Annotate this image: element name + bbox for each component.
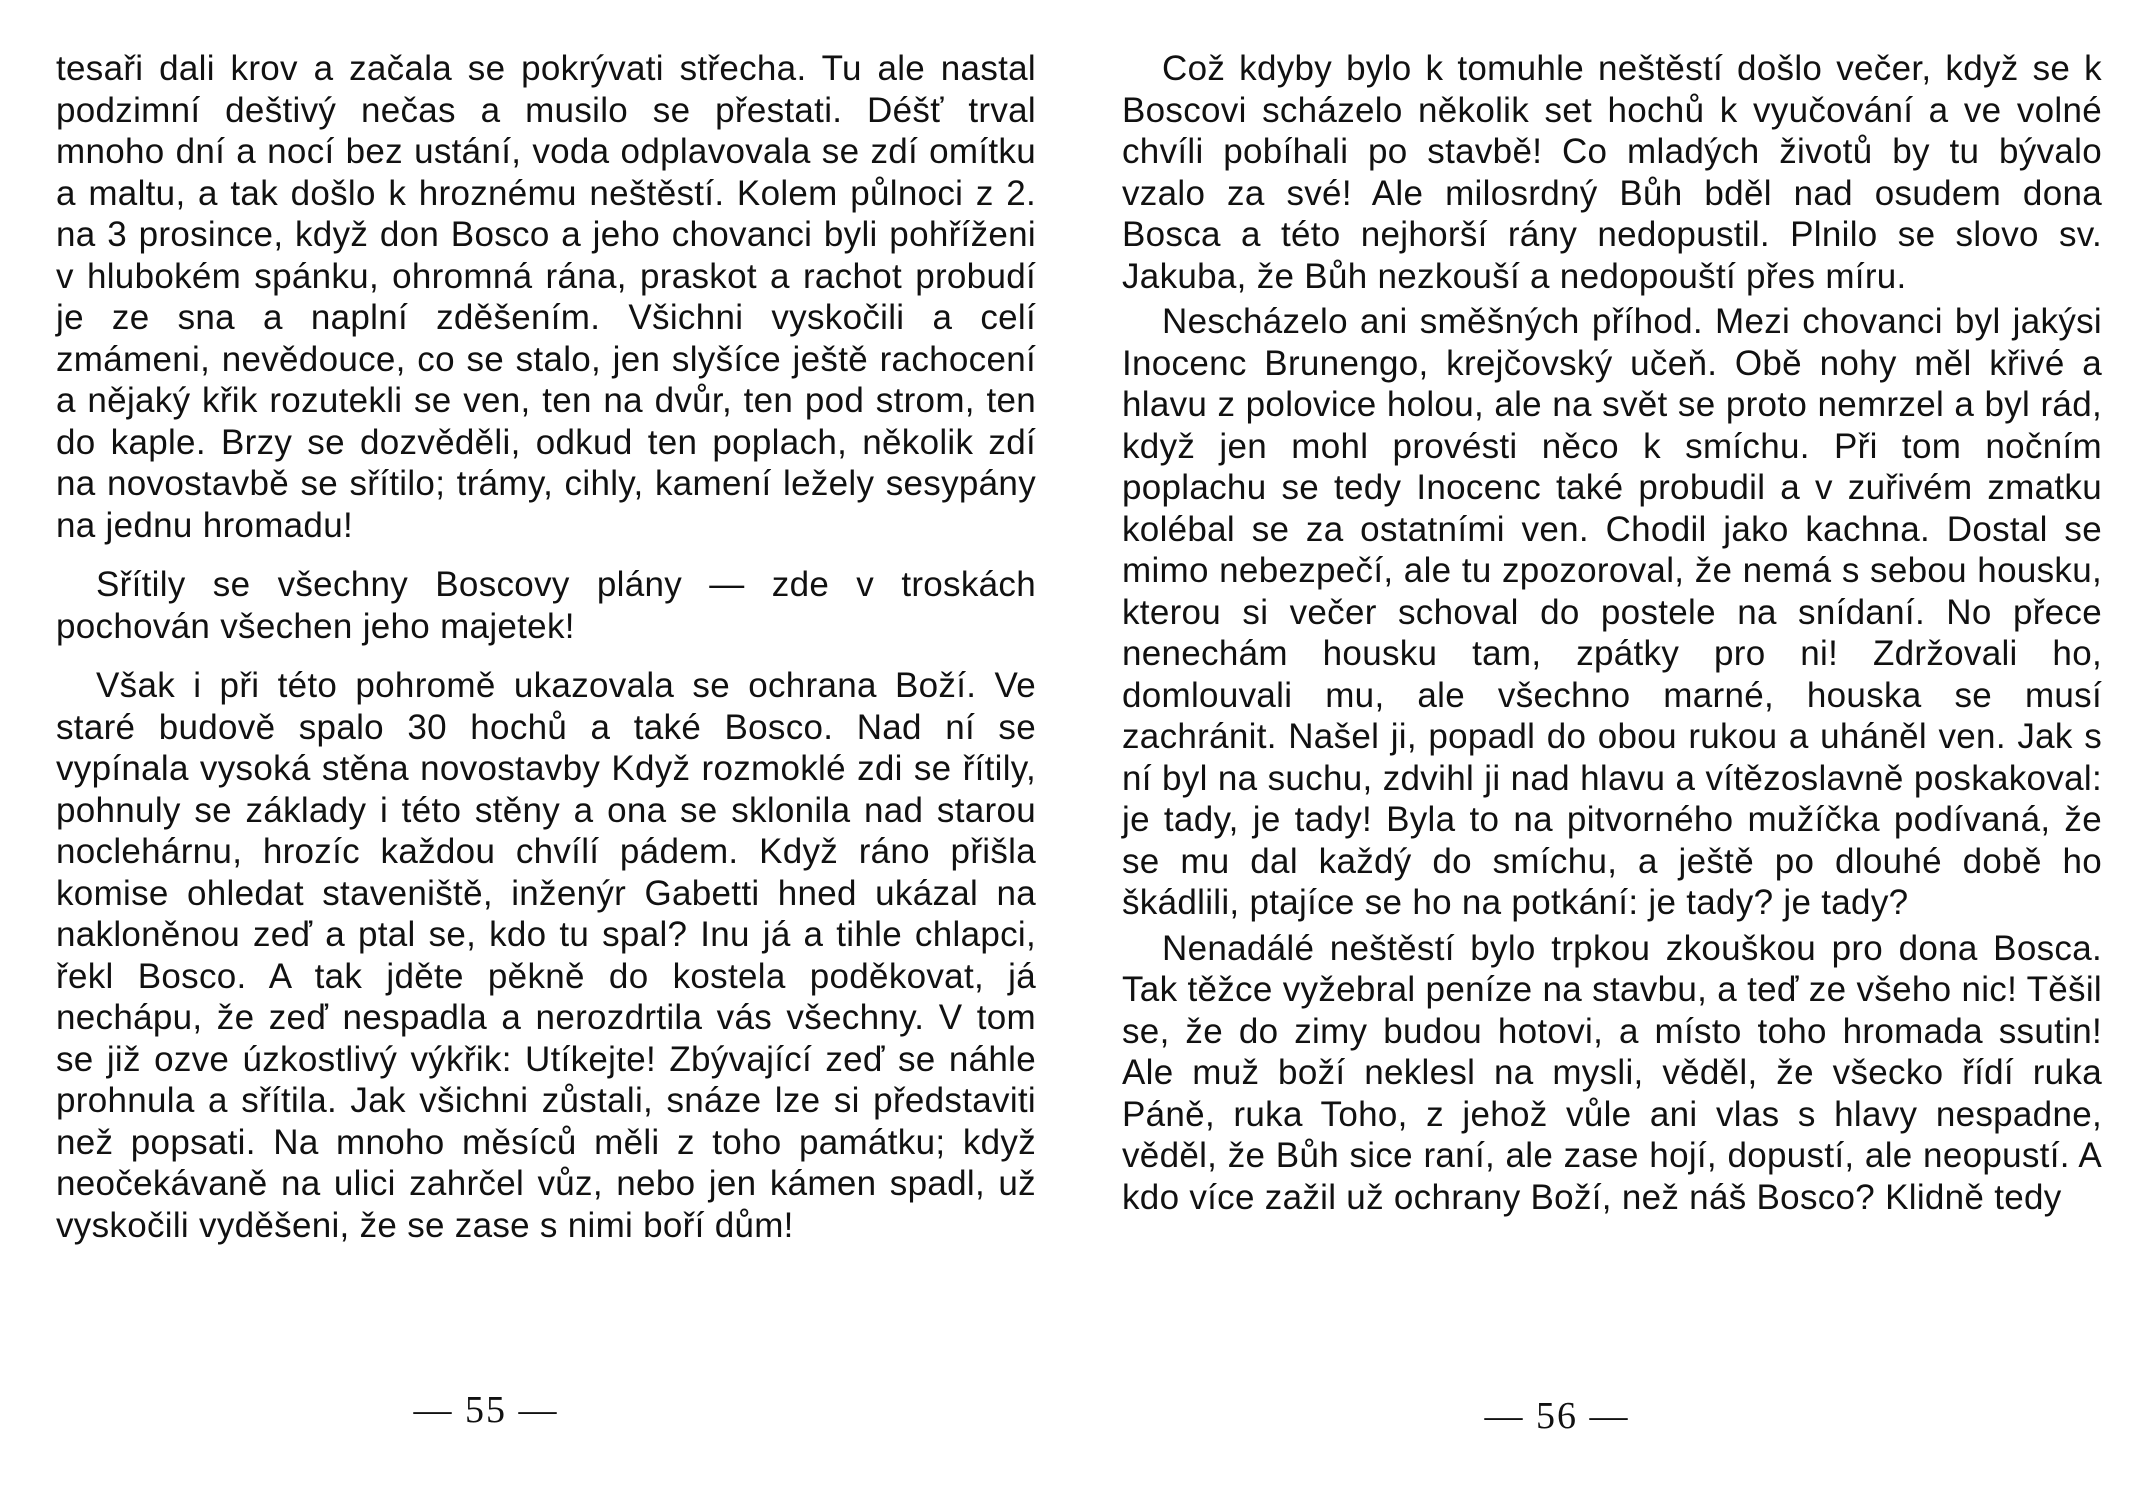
page-number: — 55 — bbox=[413, 1389, 559, 1431]
paragraph: Sřítily se všechny Boscovy plány — zde v troskách pochován všechen jeho majetek! bbox=[56, 565, 1036, 646]
page-number: — 56 — bbox=[1484, 1395, 1630, 1437]
right-page-text bbox=[1122, 48, 2102, 1218]
paragraph: Nescházelo ani směšných příhod. Mezi chovanci byl jakýsi Inocenc Brunengo, krejčovský učeň. Obě nohy měl křivé a hlavu z polovice holou, ale na svět se proto nemrzel a byl rád, když jen mohl provésti něco k smíchu. Při tom nočním poplachu se tedy Inocenc také probudil a v zuřivém zmatku kolébal se za ostatními ven. Chodil jako kachna. Dostal se mimo nebezpečí, ale tu zpozoroval, že nemá s sebou housku, kterou si večer schoval do postele na snídaní. No přece nenechám housku tam, zpátky pro ni! Zdržovali ho, domlouvali mu, ale všechno marné, houska se musí zachránit. Našel ji, popadl do obou rukou a uháněl ven. Jak s ní byl na suchu, zdvihl ji nad hlavu a vítězoslavně poskakoval: je tady, je tady! Byla to na pitvorného mužíčka podívaná, že se mu dal každý do smíchu, a ještě po dlouhé době ho škádlili, ptajíce se ho na potkání: je tady? je tady? bbox=[1122, 302, 2102, 922]
paragraph: Což kdyby bylo k tomuhle neštěstí došlo večer, když se k Boscovi scházelo několik set hochů k vyučování a ve volné chvíli pobíhali po stavbě! Co mladých životů by tu bývalo vzalo za své! Ale milosrdný Bůh bděl nad osudem dona Bosca a této nejhorší rány nedopustil. Plnilo se slovo sv. Jakuba, že Bůh nezkouší a nedopouští přes míru. bbox=[1122, 49, 2102, 296]
paragraph: Však i při této pohromě ukazovala se ochrana Boží. Ve staré budově spalo 30 hochů a také Bosco. Nad ní se vypínala vysoká stěna novostavby Když rozmoklé zdi se řítily, pohnuly se základy i této stěny a ona se sklonila nad starou noclehárnu, hrozíc každou chvílí pádem. Když ráno přišla komise ohledat staveniště, inženýr Gabetti hned ukázal na nakloněnou zeď a ptal se, kdo tu spal? Inu já a tihle chlapci, řekl Bosco. A tak jděte pěkně do kostela poděkovat, já nechápu, že zeď nespadla a nerozdrtila vás všechny. V tom se již ozve úzkostlivý výkřik: Utíkejte! Zbývající zeď se náhle prohnula a sřítila. Jak všichni zůstali, snáze lze si představiti než popsati. Na mnoho měsíců měli z toho památku; když neočekávaně na ulici zahrčel vůz, nebo jen kámen spadl, už vyskočili vyděšeni, že se zase s nimi boří dům! bbox=[56, 666, 1036, 1245]
right-page bbox=[1122, 48, 2102, 1468]
paragraph: tesaři dali krov a začala se pokrývati střecha. Tu ale nastal podzimní deštivý nečas a musilo se přestati. Déšť trval mnoho dní a nocí bez ustání, voda odplavovala se zdí omítku a maltu, a tak došlo k hroznému neštěstí. Kolem půlnoci z 2. na 3 prosince, když don Bosco a jeho chovanci byli pohříženi v hlubokém spánku, ohromná rána, praskot a rachot probudí je ze sna a naplní zděšením. Všichni vyskočili a celí zmámeni, nevědouce, co se stalo, jen slyšíce ještě rachocení a nějaký křik rozutekli se ven, ten na dvůr, ten pod strom, ten do kaple. Brzy se dozvěděli, odkud ten poplach, několik zdí na novostavbě se sřítilo; trámy, cihly, kamení ležely sesypány na jednu hromadu! bbox=[56, 49, 1036, 545]
paragraph: Nenadálé neštěstí bylo trpkou zkouškou pro dona Bosca. Tak těžce vyžebral peníze na stavbu, a teď ze všeho nic! Těšil se, že do zimy budou hotovi, a místo toho hromada ssutin! Ale muž boží neklesl na mysli, věděl, že všecko řídí ruka Páně, ruka Toho, z jehož vůle ani vlas s hlavy nespadne, věděl, že Bůh sice raní, ale zase hojí, dopustí, ale neopustí. A kdo více zažil už ochrany Boží, než náš Bosco? Klidně tedy bbox=[1122, 928, 2102, 1217]
left-page bbox=[56, 48, 1036, 1468]
left-page-text bbox=[56, 48, 1036, 1246]
